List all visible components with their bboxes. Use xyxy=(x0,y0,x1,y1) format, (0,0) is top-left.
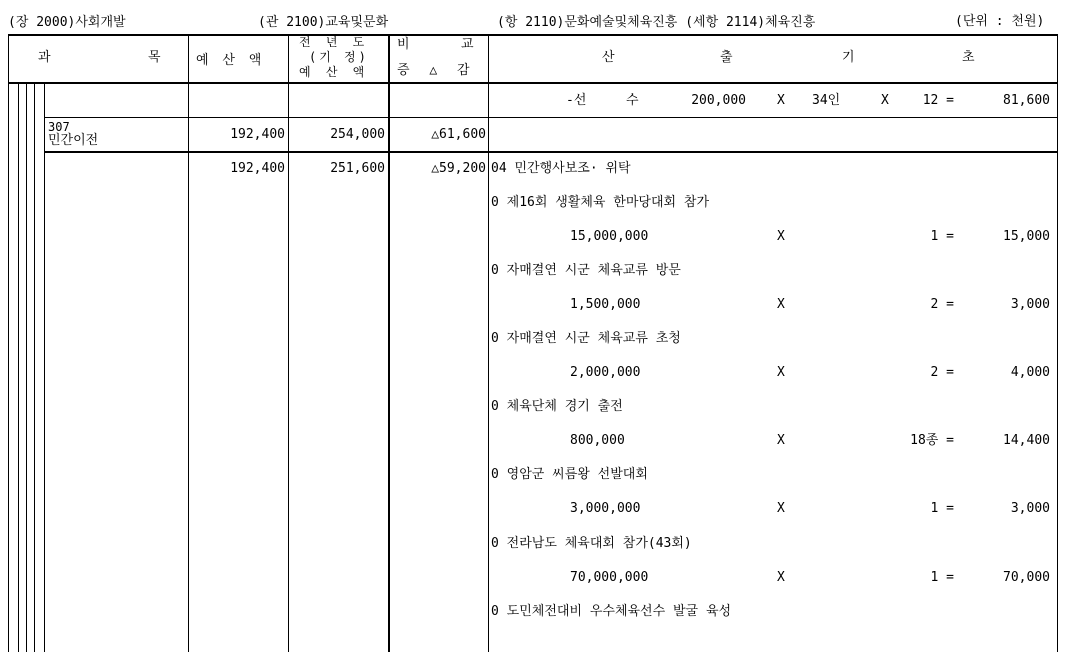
header-cmp-gyo: 교 xyxy=(461,37,474,52)
item-x: X xyxy=(777,501,785,516)
item-qty: 1 = xyxy=(930,229,954,244)
athlete-count: 34인 xyxy=(812,93,841,108)
header-prev-line2: (기 정) xyxy=(309,50,369,64)
item-amount: 4,000 xyxy=(1010,365,1050,380)
header-gwa: 과 xyxy=(38,50,51,65)
col-divider-budget xyxy=(188,34,189,652)
item-title-last: 0 도민체전대비 우수체육선수 발굴 육성 xyxy=(491,604,732,619)
athlete-label: -선 xyxy=(566,93,587,108)
header-bottom-border xyxy=(8,82,1058,84)
header-mok: 목 xyxy=(148,50,161,65)
item-unit: 2,000,000 xyxy=(570,365,641,380)
item-x: X xyxy=(777,570,785,585)
item-unit: 800,000 xyxy=(570,433,625,448)
item-qty: 2 = xyxy=(930,297,954,312)
athlete-amount: 81,600 xyxy=(1003,93,1050,108)
item-qty: 2 = xyxy=(930,365,954,380)
athlete-unit-price: 200,000 xyxy=(691,93,746,108)
table-top-border xyxy=(8,34,1058,36)
item-title: 0 전라남도 체육대회 참가(43회) xyxy=(491,536,692,551)
row04-title: 04 민간행사보조· 위탁 xyxy=(491,161,631,176)
item-title: 0 체육단체 경기 출전 xyxy=(491,399,623,414)
header-prev-line3: 예 산 액 xyxy=(299,65,369,79)
item-amount: 14,400 xyxy=(1003,433,1050,448)
gwan-label: (관 2100)교육및문화 xyxy=(258,15,389,30)
header-basis-3: 기 xyxy=(842,50,855,65)
item-x: X xyxy=(777,365,785,380)
row04-prev: 251,600 xyxy=(330,161,385,176)
item-title: 0 제16회 생활체육 한마당대회 참가 xyxy=(491,195,710,210)
row307-diff: △61,600 xyxy=(431,127,486,142)
item-amount: 70,000 xyxy=(1003,570,1050,585)
row307-prev: 254,000 xyxy=(330,127,385,142)
nest-bar-4 xyxy=(44,83,45,652)
item-qty: 18종 = xyxy=(910,433,954,448)
item-title: 0 자매결연 시군 체육교류 방문 xyxy=(491,263,681,278)
row-divider-2 xyxy=(45,151,1058,153)
item-x: X xyxy=(777,433,785,448)
item-unit: 1,500,000 xyxy=(570,297,641,312)
nest-bar-2 xyxy=(26,83,27,652)
row307-code: 307 xyxy=(48,120,70,134)
header-cmp-line2: 증 △ 감 xyxy=(397,63,476,78)
row307-budget: 192,400 xyxy=(230,127,285,142)
left-border xyxy=(8,34,9,652)
row04-diff: △59,200 xyxy=(431,161,486,176)
header-prev-line1: 전 년 도 xyxy=(299,35,369,49)
jang-label: (장 2000)사회개발 xyxy=(8,15,126,30)
header-basis-1: 산 xyxy=(602,50,615,65)
item-amount: 3,000 xyxy=(1010,297,1050,312)
header-cmp-bi: 비 xyxy=(397,37,410,52)
item-amount: 3,000 xyxy=(1010,501,1050,516)
item-title: 0 영암군 씨름왕 선발대회 xyxy=(491,467,648,482)
header-budget: 예 산 액 xyxy=(196,53,265,68)
unit-label: (단위 : 천원) xyxy=(955,14,1045,29)
item-qty: 1 = xyxy=(930,570,954,585)
item-unit: 15,000,000 xyxy=(570,229,649,244)
nest-bar-3 xyxy=(34,83,35,652)
athlete-x: X xyxy=(777,93,785,108)
item-x: X xyxy=(777,297,785,312)
nest-bar-1 xyxy=(18,83,19,652)
item-unit: 70,000,000 xyxy=(570,570,649,585)
item-title: 0 자매결연 시군 체육교류 초청 xyxy=(491,331,681,346)
athlete-months: 12 = xyxy=(922,93,954,108)
item-qty: 1 = xyxy=(930,501,954,516)
item-amount: 15,000 xyxy=(1003,229,1050,244)
col-divider-prev xyxy=(288,34,289,652)
athlete-x2: X xyxy=(881,93,889,108)
row-divider-1 xyxy=(45,117,1058,118)
right-border xyxy=(1057,34,1058,652)
item-unit: 3,000,000 xyxy=(570,501,641,516)
row04-budget: 192,400 xyxy=(230,161,285,176)
row307-name: 민간이전 xyxy=(48,133,99,148)
athlete-label-2: 수 xyxy=(626,93,639,108)
col-divider-basis xyxy=(488,34,489,652)
col-divider-cmp xyxy=(388,34,390,652)
hang-label: (항 2110)문화예술및체육진흥 (세항 2114)체육진흥 xyxy=(497,15,816,30)
header-basis-4: 초 xyxy=(962,50,975,65)
item-x: X xyxy=(777,229,785,244)
header-basis-2: 출 xyxy=(720,50,733,65)
